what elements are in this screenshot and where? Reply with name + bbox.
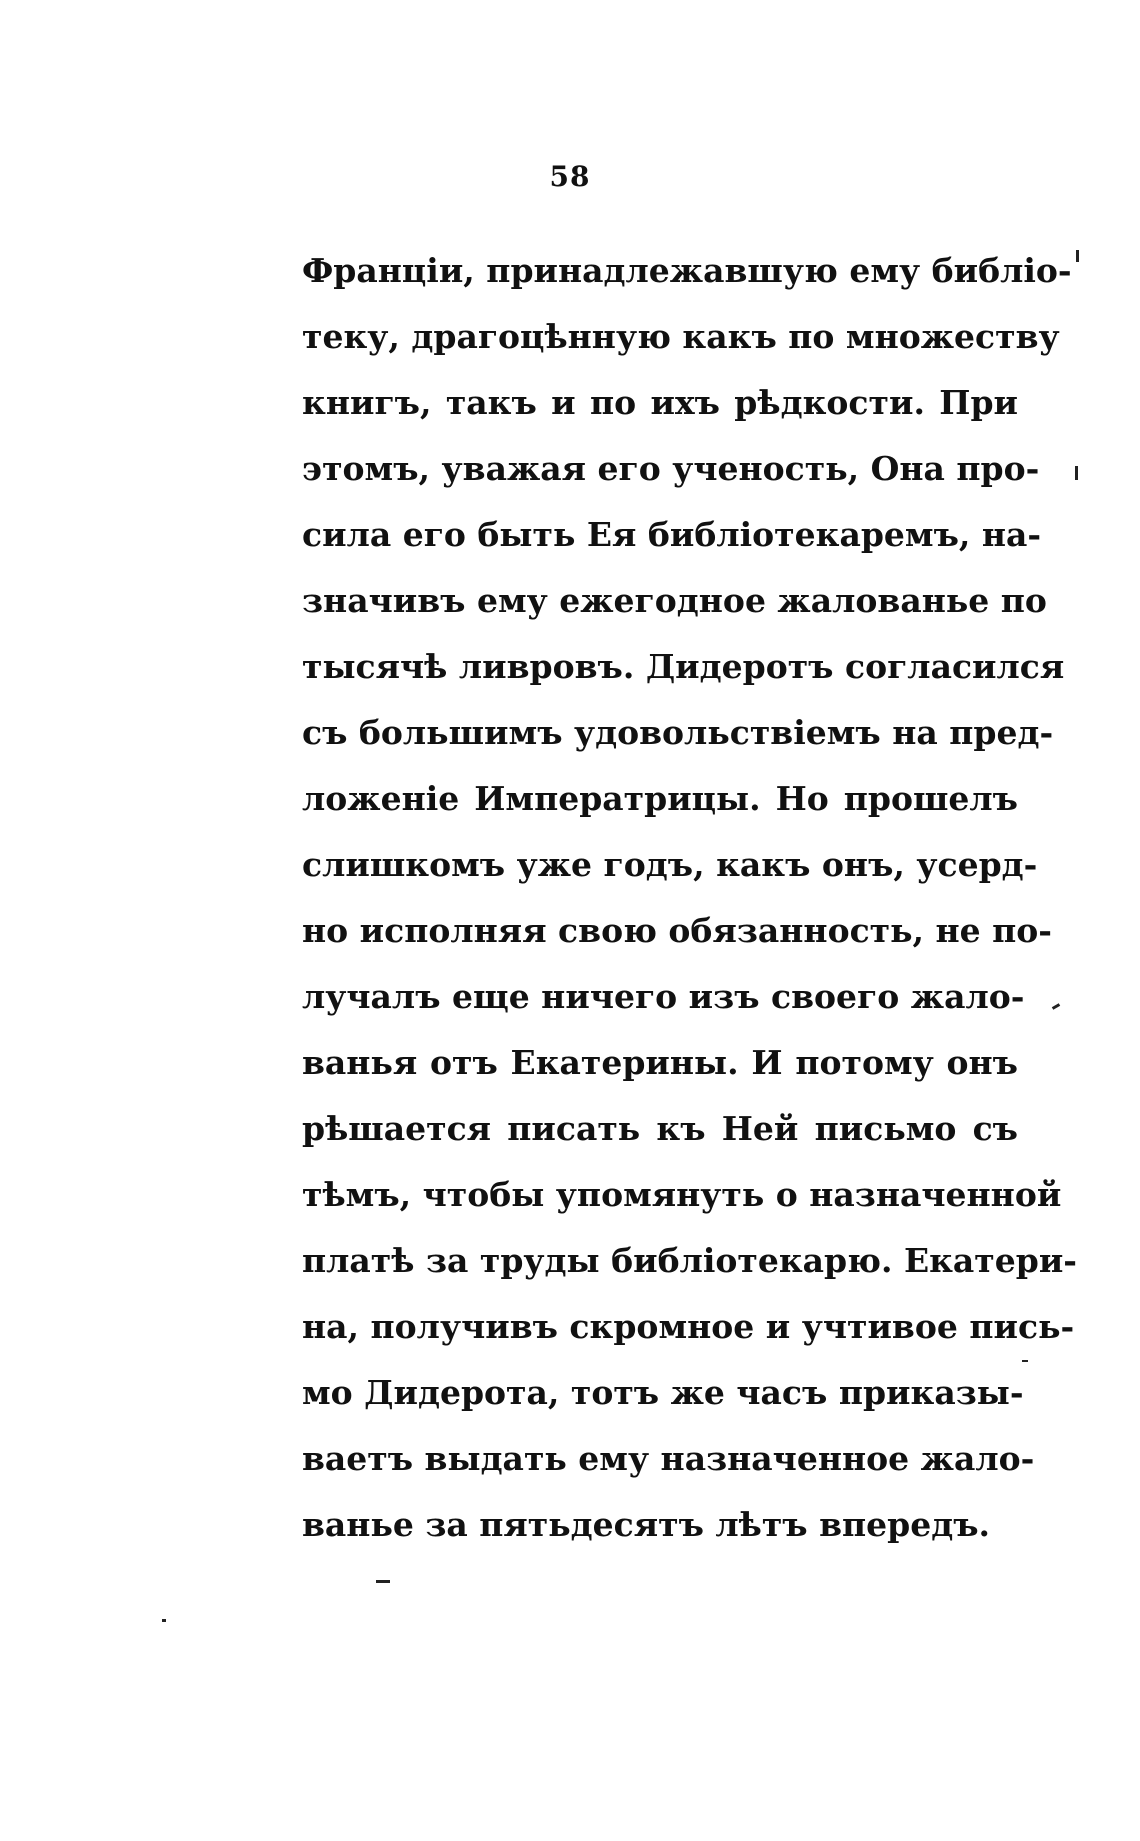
text-line: лучалъ еще ничего изъ своего жало- xyxy=(302,977,1025,1016)
page-number: 58 xyxy=(549,160,591,193)
text-line: книгъ, такъ и по ихъ рѣдкости. При xyxy=(302,383,1018,422)
text-line: на, получивъ скромное и учтивое пись- xyxy=(302,1307,1075,1346)
print-speck xyxy=(162,1619,166,1622)
print-speck xyxy=(376,1580,390,1583)
text-line: но исполняя свою обязанность, не по- xyxy=(302,911,1052,950)
text-line: ложеніе Императрицы. Но прошелъ xyxy=(302,779,1018,818)
print-speck xyxy=(1076,250,1079,262)
text-line: ваетъ выдать ему назначенное жало- xyxy=(302,1439,1035,1478)
text-line: этомъ, уважая его ученость, Она про- xyxy=(302,449,1040,488)
text-line: платѣ за труды библіотекарю. Екатери- xyxy=(302,1241,1078,1280)
body-text xyxy=(302,238,1078,1558)
text-line: слишкомъ уже годъ, какъ онъ, усерд- xyxy=(302,845,1038,884)
text-line: тысячѣ ливровъ. Дидеротъ согласился xyxy=(302,647,1065,686)
text-line: ванье за пятьдесятъ лѣтъ впередъ. xyxy=(302,1505,991,1544)
text-line: теку, драгоцѣнную какъ по множеству xyxy=(302,317,1060,356)
text-line: ванья отъ Екатерины. И потому онъ xyxy=(302,1043,1018,1082)
text-line: Франціи, принадлежавшую ему библіо- xyxy=(302,251,1072,290)
text-line: сила его быть Ея библіотекаремъ, на- xyxy=(302,515,1042,554)
print-speck xyxy=(1052,1003,1060,1010)
print-speck xyxy=(1075,466,1078,480)
text-line: рѣшается писать къ Ней письмо съ xyxy=(302,1109,1018,1148)
text-line: съ большимъ удовольствіемъ на пред- xyxy=(302,713,1054,752)
print-speck xyxy=(1022,1360,1028,1362)
text-line: тѣмъ, чтобы упомянуть о назначенной xyxy=(302,1175,1062,1214)
text-line: мо Дидерота, тотъ же часъ приказы- xyxy=(302,1373,1024,1412)
text-line: значивъ ему ежегодное жалованье по xyxy=(302,581,1047,620)
